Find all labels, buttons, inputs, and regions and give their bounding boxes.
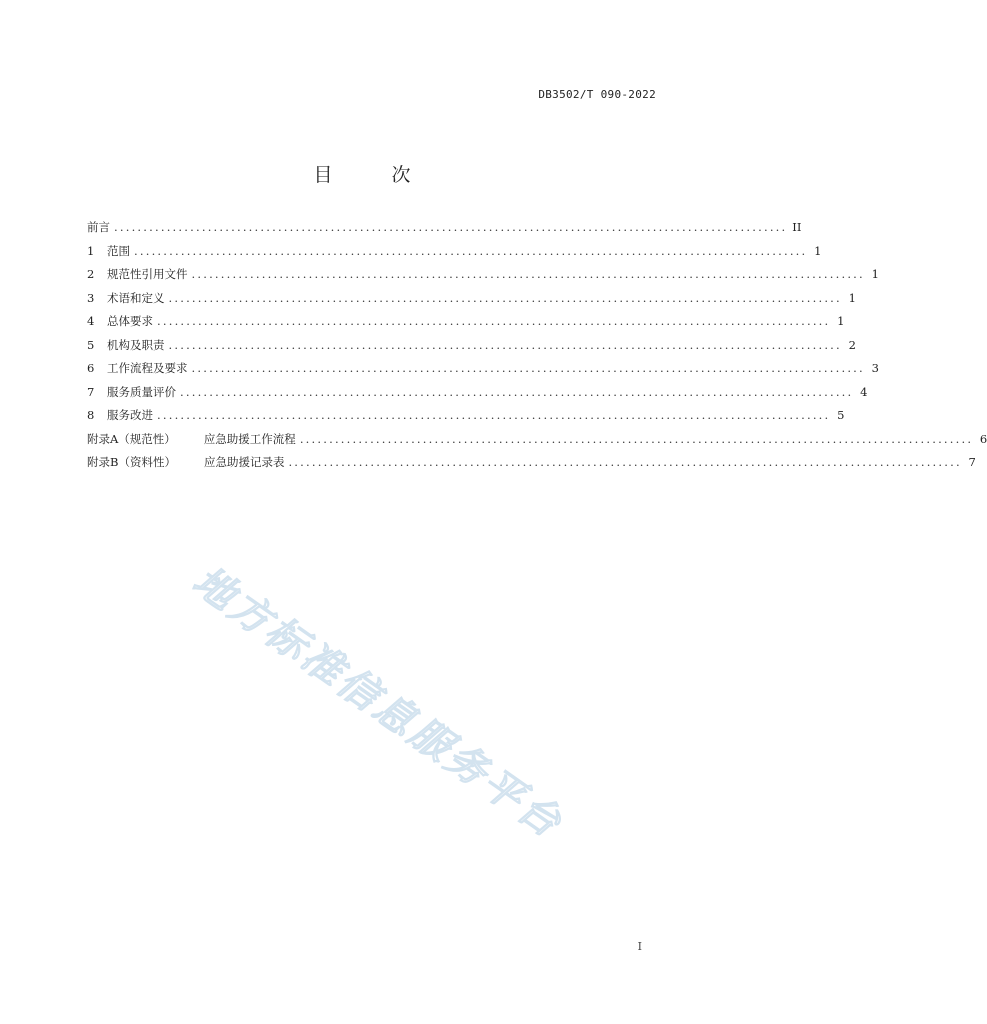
toc-entry-number: 8 [87, 408, 95, 422]
toc-entry-label: 服务质量评价 [107, 384, 176, 399]
toc-entry-organization-duties[interactable] [87, 336, 856, 360]
page-number: I [637, 940, 642, 953]
toc-entry-workflow[interactable] [87, 359, 879, 383]
toc-leader-dots: ................................................................................................................... [134, 243, 808, 258]
toc-entry-number: 6 [87, 361, 95, 375]
toc-entry-sublabel: 应急助援工作流程 [203, 431, 296, 446]
table-of-contents [87, 218, 987, 477]
toc-entry-number: 4 [87, 314, 95, 328]
toc-entry-label: 工作流程及要求 [107, 361, 188, 375]
toc-entry-appendix-b[interactable] [87, 453, 976, 477]
toc-entry-label: 前言 [87, 220, 110, 234]
toc-entry-page: 1 [848, 290, 856, 305]
watermark-text: 地方标准信息服务平台 [184, 557, 572, 848]
toc-entry-label: 总体要求 [107, 314, 153, 328]
toc-leader-dots: ................................................................................................................... [299, 431, 974, 446]
toc-entry-page: 2 [848, 337, 856, 352]
toc-leader-dots: ................................................................................................................... [191, 361, 865, 375]
toc-entry-label: 附录A（规范性） [87, 431, 176, 446]
toc-leader-dots: ................................................................................................................... [157, 314, 831, 328]
toc-entry-terms-definitions[interactable] [87, 289, 856, 313]
toc-leader-dots: ................................................................................................................... [288, 455, 962, 469]
toc-entry-number: 1 [87, 243, 95, 258]
toc-entry-service-improvement[interactable] [87, 406, 845, 430]
toc-entry-label: 术语和定义 [107, 290, 165, 305]
toc-entry-page: 5 [837, 408, 845, 422]
toc-entry-page: 3 [871, 361, 879, 375]
toc-leader-dots: ................................................................................................................... [157, 408, 831, 422]
toc-leader-dots: ................................................................................................................... [191, 267, 865, 281]
toc-entry-general-requirements[interactable] [87, 312, 845, 336]
toc-entry-normative-references[interactable] [87, 265, 879, 289]
toc-leader-dots: ................................................................................................................... [180, 384, 854, 399]
toc-entry-page: 1 [837, 314, 845, 328]
toc-entry-appendix-a[interactable] [87, 430, 987, 454]
toc-entry-quality-evaluation[interactable] [87, 383, 868, 407]
toc-entry-number: 7 [87, 384, 95, 399]
toc-entry-page: 6 [979, 431, 987, 446]
toc-entry-number: 5 [87, 337, 95, 352]
toc-entry-number: 2 [87, 267, 95, 281]
toc-entry-label: 附录B（资料性） [87, 455, 176, 469]
page-title: 目 次 [313, 164, 431, 186]
toc-entry-page: 1 [814, 243, 822, 258]
toc-entry-page: 4 [860, 384, 868, 399]
toc-entry-scope[interactable] [87, 242, 822, 266]
toc-entry-page: II [792, 220, 802, 234]
toc-entry-page: 1 [871, 267, 879, 281]
toc-leader-dots: ................................................................................................................... [168, 337, 842, 352]
toc-leader-dots: ................................................................................................................... [168, 290, 842, 305]
toc-entry-sublabel: 应急助援记录表 [203, 455, 285, 469]
document-code: DB3502/T 090-2022 [538, 88, 656, 101]
toc-entry-label: 服务改进 [107, 408, 153, 422]
toc-entry-page: 7 [968, 455, 976, 469]
toc-entry-number: 3 [87, 290, 95, 305]
toc-entry-label: 规范性引用文件 [107, 267, 188, 281]
toc-entry-preface[interactable] [87, 218, 802, 242]
toc-entry-label: 机构及职责 [107, 337, 165, 352]
toc-leader-dots: ................................................................................................................... [114, 220, 788, 234]
toc-entry-label: 范围 [107, 243, 130, 258]
